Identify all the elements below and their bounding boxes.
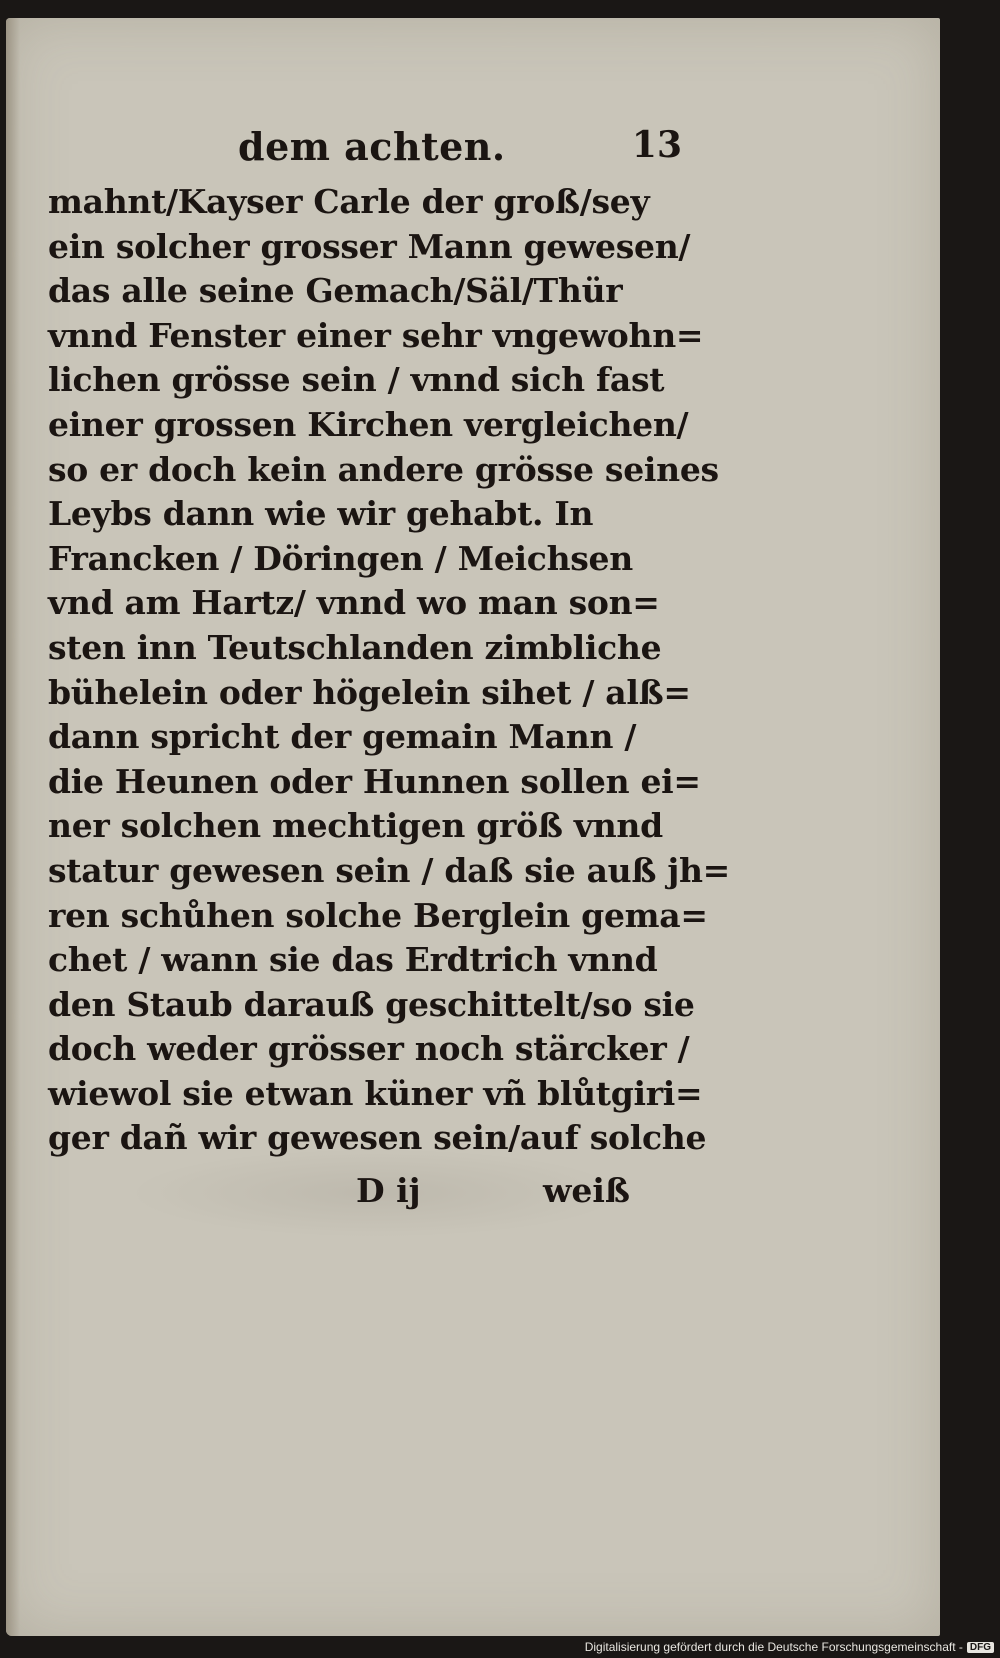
running-head: dem achten. [238, 124, 506, 169]
text-line: ger dañ wir gewesen sein/auf solche [48, 1118, 707, 1158]
text-line: statur gewesen sein / daß sie auß jh= [48, 850, 731, 890]
text-line: einer grossen Kirchen vergleichen/ [48, 404, 689, 444]
text-line: vnd am Hartz/ vnnd wo man son= [48, 583, 660, 623]
text-line: dann spricht der gemain Mann / [48, 717, 637, 757]
text-line: doch weder grösser noch stärcker / [48, 1029, 690, 1069]
book-page [6, 18, 940, 1636]
signature-mark: D ij [356, 1171, 421, 1211]
page-number: 13 [631, 124, 682, 166]
text-line: die Heunen oder Hunnen sollen ei= [48, 761, 701, 801]
page-gutter-edge [6, 18, 20, 1636]
text-line: ren schůhen solche Berglein gema= [48, 895, 708, 935]
page-footer [48, 1165, 688, 1217]
text-line: den Staub darauß geschittelt/so sie [48, 984, 695, 1024]
text-line: lichen grösse sein / vnnd sich fast [48, 360, 665, 400]
text-line: ein solcher grosser Mann gewesen/ [48, 226, 691, 266]
text-line: vnnd Fenster einer sehr vngewohn= [48, 315, 704, 355]
text-line: chet / wann sie das Erdtrich vnnd [48, 940, 658, 980]
text-line: das alle seine Gemach/Säl/Thür [48, 271, 623, 311]
text-line: mahnt/Kayser Carle der groß/sey [48, 182, 650, 221]
catchword: weiß [542, 1171, 630, 1211]
page-header [48, 106, 688, 180]
credit-text: Digitalisierung gefördert durch die Deutsche Forschungsgemeinschaft - [584, 1640, 963, 1654]
dfg-logo: DFG [967, 1642, 994, 1653]
digitization-credit [585, 1640, 994, 1654]
text-block [48, 106, 731, 1217]
text-line: ner solchen mechtigen größ vnnd [48, 806, 663, 846]
text-line: sten inn Teutschlanden zimbliche [48, 627, 662, 667]
text-line: Francken / Döringen / Meichsen [48, 538, 633, 578]
text-line: wiewol sie etwan küner vñ blůtgiri= [48, 1073, 703, 1113]
text-line: bühelein oder högelein sihet / alß= [48, 672, 691, 712]
text-line: so er doch kein andere grösse seines [48, 449, 719, 489]
text-line: Leybs dann wie wir gehabt. In [48, 494, 594, 534]
